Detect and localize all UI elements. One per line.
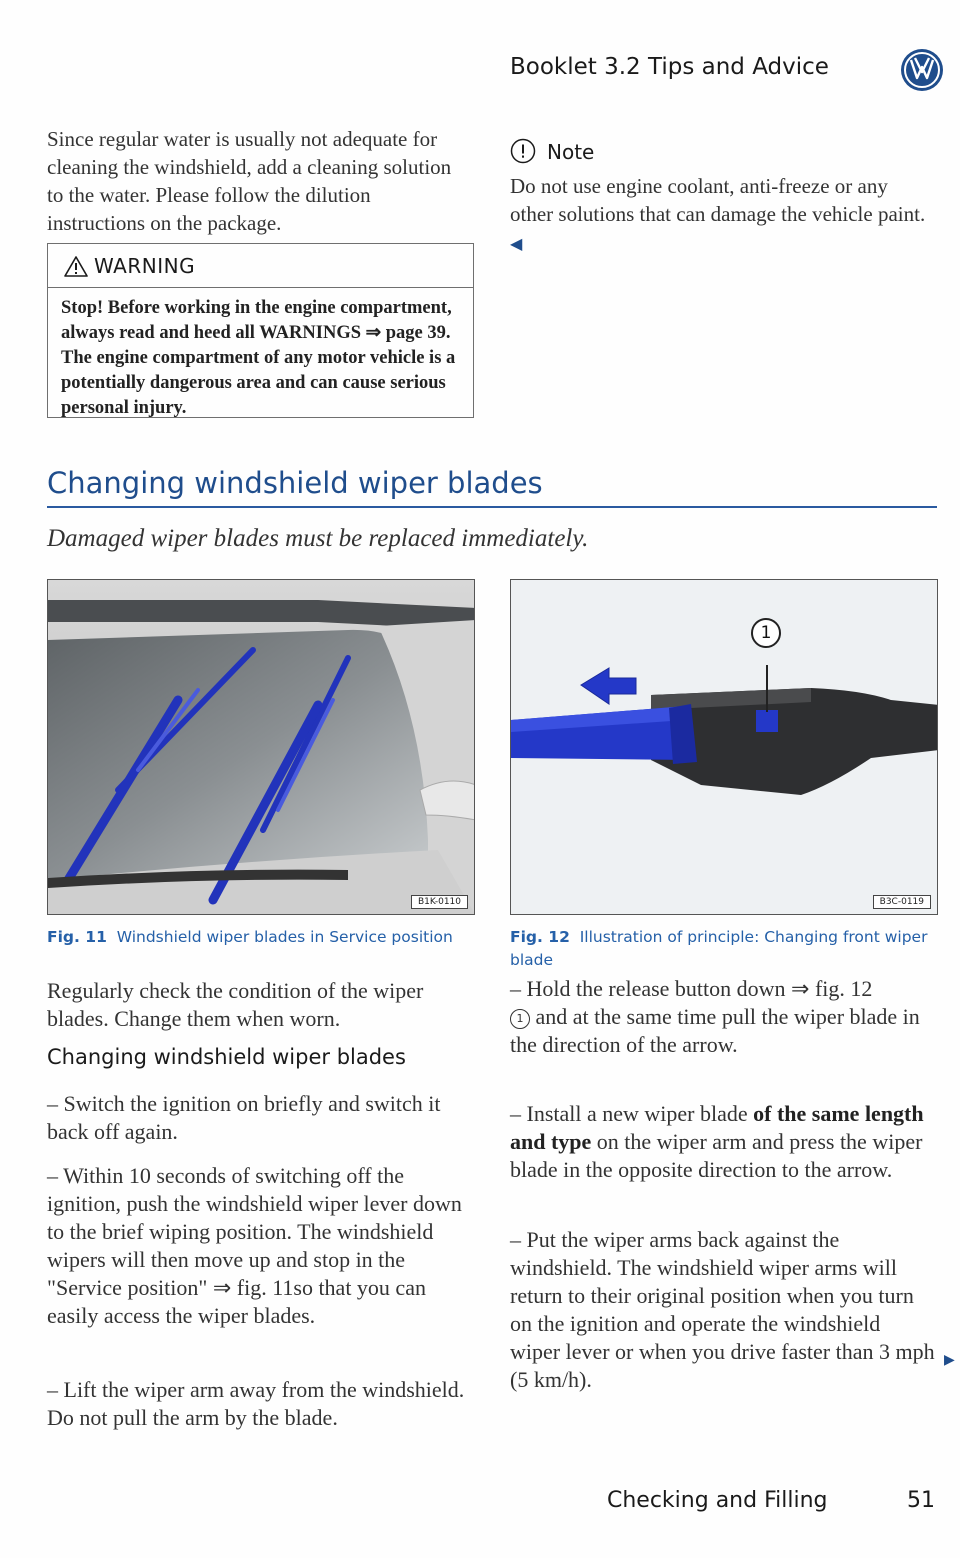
step-release-button <box>510 975 935 1059</box>
step-install-bold: of the same length and type <box>510 1101 924 1154</box>
warning-title: WARNING <box>94 254 196 278</box>
note-title: Note <box>547 140 595 164</box>
wiper-blade-illustration <box>511 580 938 915</box>
step-install-blade <box>510 1100 930 1184</box>
end-marker-icon: ◀ <box>510 236 523 253</box>
step-lift-arm: – Lift the wiper arm away from the windshield. Do not pull the arm by the blade. <box>47 1377 465 1430</box>
instructions-subheading: Changing windshield wiper blades <box>47 1045 406 1069</box>
note-text: Do not use engine coolant, anti-freeze or any other solutions that can damage the vehicle paint. <box>510 174 926 226</box>
step-service-position: – Within 10 seconds of switching off the ignition, push the windshield wiper lever down to the brief wiping position. The windshield wipers will then move up and stop in the "Service position" ⇒ fig. 11so that you can easily access the wiper blades. <box>47 1163 462 1328</box>
vw-logo-icon <box>900 48 944 92</box>
warning-header <box>48 244 473 288</box>
warning-triangle-icon <box>64 256 88 277</box>
figure-12-caption <box>510 926 930 972</box>
step-release-text-a: – Hold the release button down ⇒ fig. 12 <box>510 976 873 1001</box>
figure-caption-text: Illustration of principle: Changing front wiper blade <box>510 928 928 969</box>
figure-11-windshield-wipers <box>47 579 475 915</box>
header-title: Booklet 3.2 Tips and Advice <box>510 54 829 80</box>
warning-body: Stop! Before working in the engine compartment, always read and heed all WARNINGS ⇒ page 39. The engine compartment of any motor vehicle is a potentially dangerous area and can cause serious personal injury. <box>61 298 456 418</box>
figure-code: B3C-0119 <box>873 895 931 909</box>
figure-12-wiper-blade <box>510 579 938 915</box>
continue-arrow-icon: ▶ <box>944 1353 955 1368</box>
figure-caption-text: Windshield wiper blades in Service position <box>116 928 453 946</box>
section-heading: Changing windshield wiper blades <box>47 466 543 500</box>
figure-number: Fig. 12 <box>510 928 570 946</box>
section-divider <box>47 506 937 508</box>
callout-1-marker: 1 <box>751 618 781 648</box>
step-install-text-a: – Install a new wiper blade <box>510 1101 754 1126</box>
page-number: 51 <box>907 1488 935 1513</box>
step-release-text-b: and at the same time pull the wiper blade in the direction of the arrow. <box>510 1004 920 1057</box>
warning-box <box>47 243 474 418</box>
footer-section-name: Checking and Filling <box>607 1488 828 1513</box>
step-install-text-b: on the wiper arm and press the wiper blade in the opposite direction to the arrow. <box>510 1129 923 1182</box>
step-put-arms-back: – Put the wiper arms back against the windshield. The windshield wiper arms will return to their original position when you turn on the ignition and operate the windshield wiper lever or when you drive faster than 3 mph (5 km/h). <box>510 1227 935 1392</box>
windshield-illustration <box>48 580 475 915</box>
figure-number: Fig. 11 <box>47 928 107 946</box>
exclamation-circle-icon <box>510 138 536 164</box>
section-subtitle: Damaged wiper blades must be replaced immediately. <box>47 525 589 552</box>
figure-11-caption <box>47 926 477 949</box>
intro-paragraph: Since regular water is usually not adequate for cleaning the windshield, add a cleaning solution to the water. Please follow the dilution instructions on the package. <box>47 127 452 235</box>
figure-code: B1K-0110 <box>411 895 468 909</box>
check-paragraph: Regularly check the condition of the wiper blades. Change them when worn. <box>47 978 424 1031</box>
note-body <box>510 172 930 259</box>
callout-1-icon: 1 <box>510 1009 530 1029</box>
step-switch-ignition: – Switch the ignition on briefly and switch it back off again. <box>47 1091 441 1144</box>
